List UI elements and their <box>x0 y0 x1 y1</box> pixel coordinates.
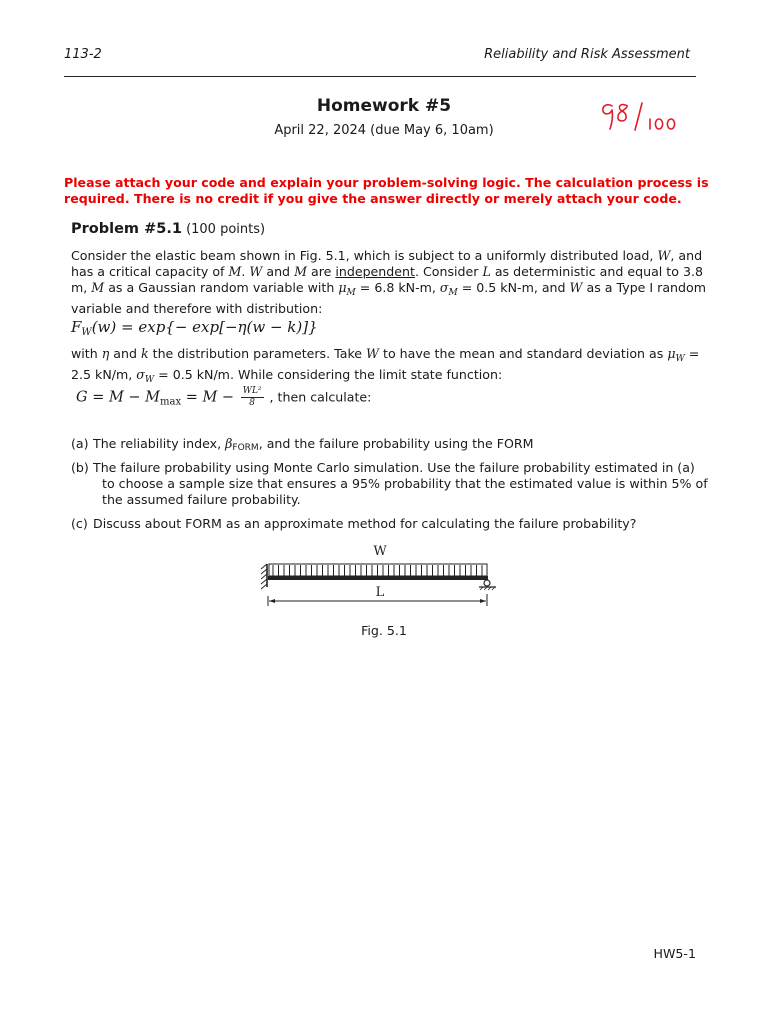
load-label: W <box>373 544 387 559</box>
handwritten-grade <box>598 97 688 137</box>
problem-heading <box>71 221 265 237</box>
course-code: 113-2 <box>64 47 102 62</box>
beam-diagram <box>260 540 500 612</box>
page-number: HW5-1 <box>653 946 696 961</box>
limit-state-formula: $G = M - M_{max} = M$ − $\frac{\text{WL²}}{8}$ , then calculate: <box>76 386 372 408</box>
problem-title: Problem #5.1 <box>71 221 182 237</box>
beam-figure <box>260 540 500 616</box>
instructions-notice: Please attach your code and explain your problem-solving logic. The calculation process is required. There is no credit if you give the answer directly or merely attach your code. <box>64 175 709 206</box>
problem-points: (100 points) <box>186 222 266 237</box>
moment-fraction: $\frac{\text{WL²}}{8}$ <box>242 386 262 408</box>
question-a: (a) The reliability index, βFORM, and the failure probability using the FORM <box>71 436 534 453</box>
question-c: (c) Discuss about FORM as an approximate method for calculating the failure probability? <box>71 516 637 531</box>
header-rule <box>64 76 696 77</box>
page-title: Homework #5 <box>316 96 452 116</box>
figure-caption: Fig. 5.1 <box>361 623 407 638</box>
due-date: April 22, 2024 (due May 6, 10am) <box>274 123 494 138</box>
question-b: (b) The failure probability using Monte Carlo simulation. Use the failure probability estimated in (a) to choose a sample size that ensures a 95% probability that the estimated value is within 5% of the assumed failure probability. <box>71 460 708 507</box>
cdf-formula: $F_W(w) = \exp\{- \exp[-\eta(w - k)]\}$ <box>71 318 318 338</box>
independent-underlined: independent <box>335 264 415 279</box>
length-label: L <box>375 585 385 600</box>
distribution-parameters-text: with η and k the distribution parameters. Take W to have the mean and standard deviation as $\mu_W = 2.5$ kN/m, $\sigma_W = 0.5$ kN/m. While considering the limit state function: <box>71 346 700 385</box>
problem-description: Consider the elastic beam shown in Fig. 5.1, which is subject to a uniformly distributed load, W, and has a critical capacity of M. W and M are independent. Consider L as deterministic and equal to 3.8 m, M as a Gaussian random variable with $\mu_M = 6.8$ kN-m, $\sigma_M = 0.5$ kN-m, and W as a Type I random variable and therefore with distribution: <box>71 248 706 316</box>
course-subject: Reliability and Risk Assessment <box>484 47 690 62</box>
